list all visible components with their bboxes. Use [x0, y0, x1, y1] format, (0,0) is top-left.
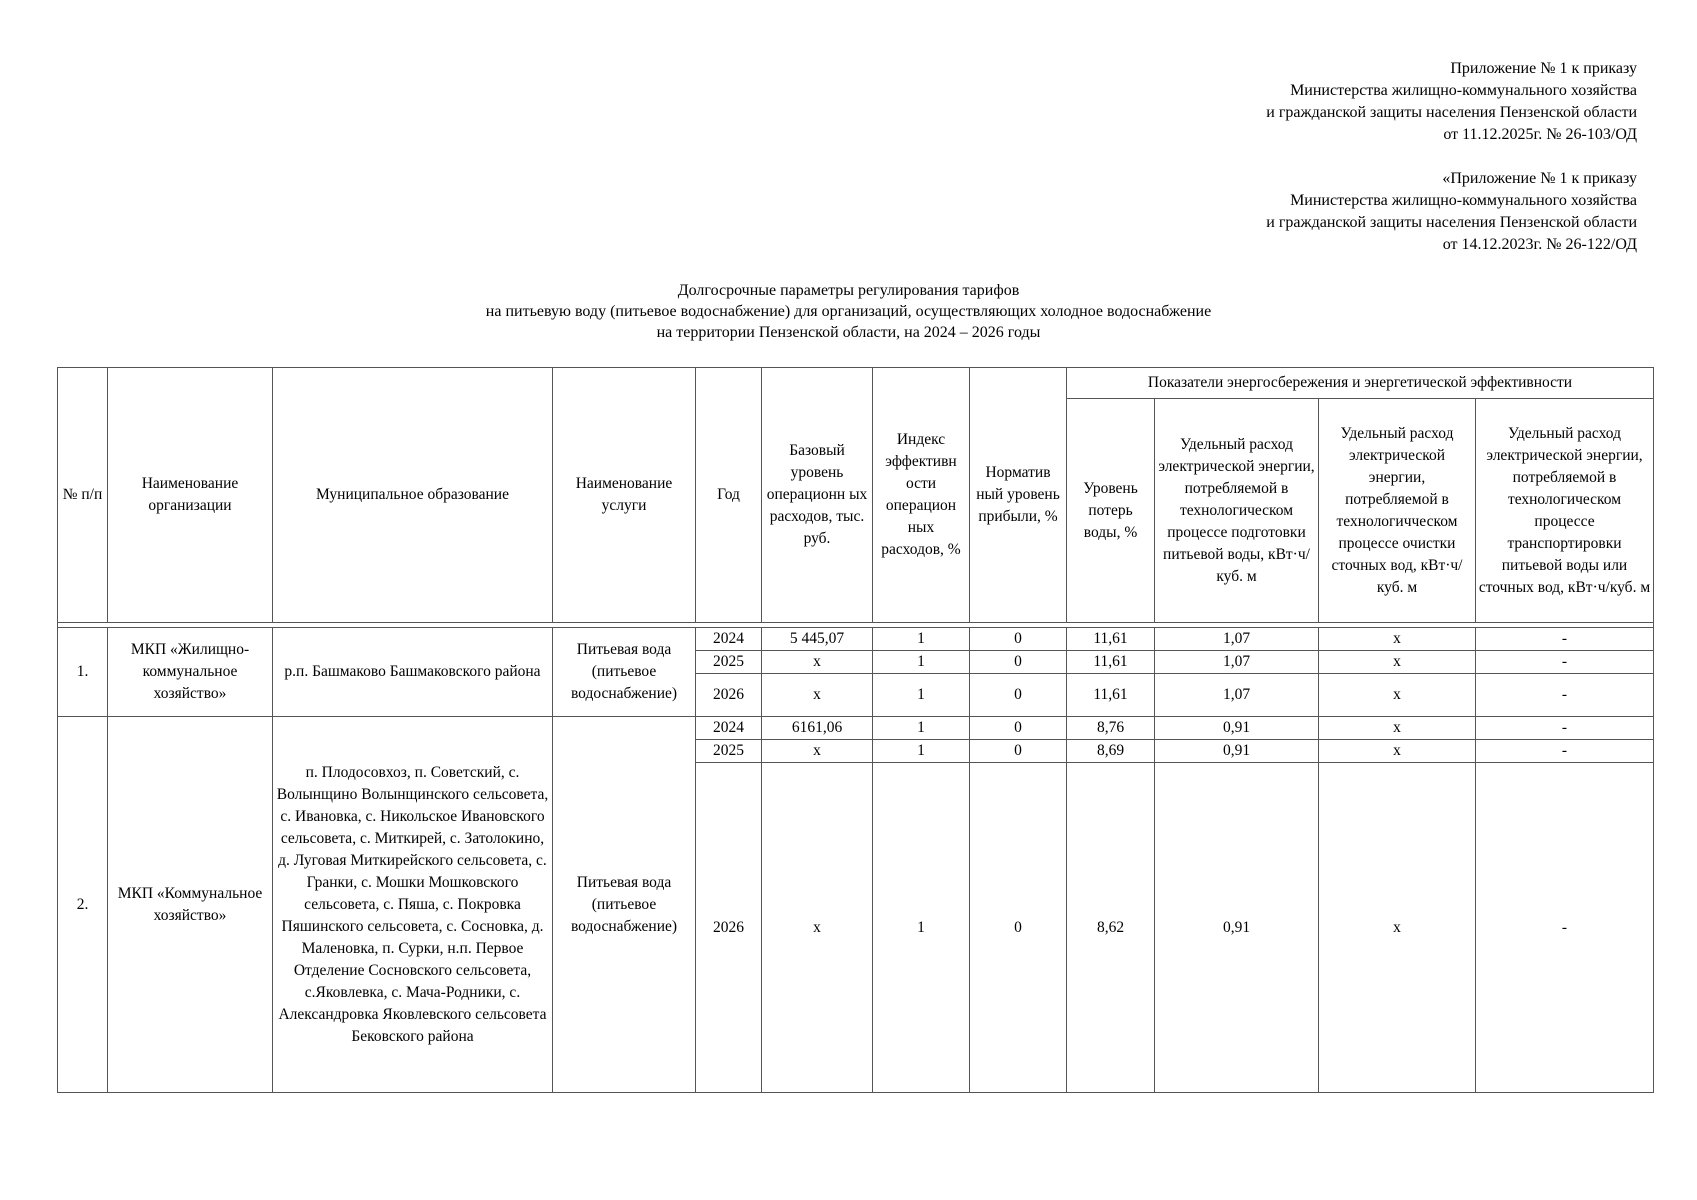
cell-elec-treatment: x [1319, 717, 1476, 740]
cell-year: 2025 [696, 651, 762, 674]
document-title [0, 280, 1697, 343]
appendix-line: Министерства жилищно-коммунального хозяйства [1290, 192, 1637, 209]
cell-elec-treatment: x [1319, 628, 1476, 651]
cell-base-costs: x [762, 674, 873, 717]
cell-year: 2024 [696, 628, 762, 651]
header-num: № п/п [58, 368, 108, 623]
cell-base-costs: x [762, 740, 873, 763]
cell-efficiency-index: 1 [873, 763, 970, 1093]
cell-efficiency-index: 1 [873, 674, 970, 717]
table-row [58, 717, 1654, 740]
title-line: Долгосрочные параметры регулирования тарифов [677, 282, 1020, 299]
appendix-line: Министерства жилищно-коммунального хозяйства [1290, 82, 1637, 99]
appendix-header-old [1266, 168, 1637, 256]
header-water-loss: Уровень потерь воды, % [1067, 399, 1155, 623]
header-energy-group: Показатели энергосбережения и энергетической эффективности [1067, 368, 1654, 399]
row-num: 1. [58, 628, 108, 717]
cell-efficiency-index: 1 [873, 651, 970, 674]
cell-elec-treatment: x [1319, 763, 1476, 1093]
municipality: р.п. Башмаково Башмаковского района [273, 628, 553, 717]
cell-elec-preparation: 0,91 [1155, 763, 1319, 1093]
cell-elec-preparation: 1,07 [1155, 651, 1319, 674]
header-elec-treatment: Удельный расход электрической энергии, потребляемой в технологичческом процессе очистки сточных вод, кВт·ч/куб. м [1319, 399, 1476, 623]
cell-elec-preparation: 1,07 [1155, 674, 1319, 717]
cell-elec-transport: - [1476, 674, 1654, 717]
cell-efficiency-index: 1 [873, 740, 970, 763]
title-line: на территории Пензенской области, на 2024 – 2026 годы [656, 324, 1041, 341]
cell-profit: 0 [970, 628, 1067, 651]
cell-efficiency-index: 1 [873, 628, 970, 651]
service-name: Питьевая вода (питьевое водоснабжение) [553, 628, 696, 717]
cell-water-loss: 8,62 [1067, 763, 1155, 1093]
appendix-line: Приложение № 1 к приказу [1450, 60, 1637, 77]
cell-year: 2026 [696, 674, 762, 717]
table-row [58, 628, 1654, 651]
org-name: МКП «Жилищно-коммунальное хозяйство» [108, 628, 273, 717]
cell-water-loss: 8,69 [1067, 740, 1155, 763]
cell-elec-transport: - [1476, 763, 1654, 1093]
header-year: Год [696, 368, 762, 623]
appendix-header-new [1266, 58, 1637, 146]
row-num: 2. [58, 717, 108, 1093]
cell-profit: 0 [970, 763, 1067, 1093]
cell-elec-transport: - [1476, 740, 1654, 763]
org-name: МКП «Коммунальное хозяйство» [108, 717, 273, 1093]
tariff-parameters-table [57, 367, 1654, 1093]
cell-year: 2026 [696, 763, 762, 1093]
header-elec-preparation: Удельный расход электрической энергии, потребляемой в технологическом процессе подготовки питьевой воды, кВт·ч/куб. м [1155, 399, 1319, 623]
appendix-line: от 11.12.2025г. № 26-103/ОД [1443, 126, 1637, 143]
cell-profit: 0 [970, 651, 1067, 674]
cell-profit: 0 [970, 674, 1067, 717]
cell-efficiency-index: 1 [873, 717, 970, 740]
header-organization: Наименование организации [108, 368, 273, 623]
cell-elec-preparation: 0,91 [1155, 740, 1319, 763]
header-efficiency-index: Индекс эффективн ости операцион ных расходов, % [873, 368, 970, 623]
cell-base-costs: x [762, 651, 873, 674]
cell-profit: 0 [970, 717, 1067, 740]
cell-elec-treatment: x [1319, 651, 1476, 674]
header-base-costs: Базовый уровень операционн ых расходов, тыс. руб. [762, 368, 873, 623]
appendix-line: «Приложение № 1 к приказу [1442, 170, 1637, 187]
municipality: п. Плодосовхоз, п. Советский, с. Волынщино Волынщинского сельсовета, с. Ивановка, с. Никольское Ивановского сельсовета, с. Миткирей, с. Затолокино, д. Луговая Миткирейского сельсовета, с. Гранки, с. Мошки Мошковского сельсовета, с. Пяша, с. Покровка Пяшинского сельсовета, с. Сосновка, д. Маленовка, п. Сурки, н.п. Первое Отделение Сосновского сельсовета, с.Яковлевка, с. Мача-Родники, с. Александровка Яковлевского сельсовета Бековского района [273, 717, 553, 1093]
appendix-line: и гражданской защиты населения Пензенской области [1266, 214, 1637, 231]
cell-elec-transport: - [1476, 651, 1654, 674]
cell-water-loss: 11,61 [1067, 628, 1155, 651]
cell-elec-treatment: x [1319, 740, 1476, 763]
cell-water-loss: 11,61 [1067, 674, 1155, 717]
cell-elec-preparation: 0,91 [1155, 717, 1319, 740]
cell-water-loss: 11,61 [1067, 651, 1155, 674]
header-municipality: Муниципальное образование [273, 368, 553, 623]
cell-base-costs: 5 445,07 [762, 628, 873, 651]
cell-elec-preparation: 1,07 [1155, 628, 1319, 651]
title-line: на питьевую воду (питьевое водоснабжение) для организаций, осуществляющих холодное водоснабжение [485, 303, 1212, 320]
header-profit: Норматив ный уровень прибыли, % [970, 368, 1067, 623]
cell-elec-transport: - [1476, 628, 1654, 651]
service-name: Питьевая вода (питьевое водоснабжение) [553, 717, 696, 1093]
cell-year: 2024 [696, 717, 762, 740]
cell-base-costs: 6161,06 [762, 717, 873, 740]
appendix-line: и гражданской защиты населения Пензенской области [1266, 104, 1637, 121]
cell-water-loss: 8,76 [1067, 717, 1155, 740]
cell-elec-treatment: x [1319, 674, 1476, 717]
header-elec-transport: Удельный расход электрической энергии, потребляемой в технологическом процессе транспортировки питьевой воды или сточных вод, кВт·ч/куб. м [1476, 399, 1654, 623]
cell-profit: 0 [970, 740, 1067, 763]
appendix-line: от 14.12.2023г. № 26-122/ОД [1442, 236, 1637, 253]
header-service: Наименование услуги [553, 368, 696, 623]
cell-base-costs: x [762, 763, 873, 1093]
cell-year: 2025 [696, 740, 762, 763]
cell-elec-transport: - [1476, 717, 1654, 740]
